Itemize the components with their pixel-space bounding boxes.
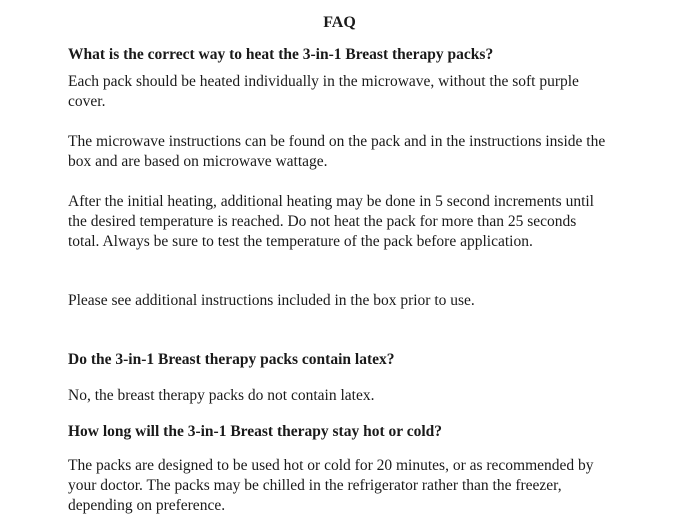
faq-answer-heating-2: The microwave instructions can be found on the pack and in the instructions inside the box and are based on microwave wattage. [68, 133, 606, 170]
faq-answer-latex: No, the breast therapy packs do not contain latex. [68, 387, 375, 404]
faq-answer-heating-4: Please see additional instructions included in the box prior to use. [68, 292, 475, 309]
faq-answer-heating-3: After the initial heating, additional heating may be done in 5 second increments until the desired temperature is reached. Do not heat the pack for more than 25 seconds total. Always be sure to test the temperature of the pack before application. [68, 193, 594, 250]
faq-answer-duration: The packs are designed to be used hot or cold for 20 minutes, or as recommended by your doctor. The packs may be chilled in the refrigerator rather than the freezer, depending on preference. [68, 457, 594, 514]
faq-answer-heating-1: Each pack should be heated individually in the microwave, without the soft purple cover. [68, 73, 579, 110]
faq-question-duration: How long will the 3-in-1 Breast therapy stay hot or cold? [68, 423, 443, 440]
page-title: FAQ [323, 14, 356, 31]
faq-question-latex: Do the 3-in-1 Breast therapy packs contain latex? [68, 351, 395, 368]
faq-question-heating: What is the correct way to heat the 3-in-1 Breast therapy packs? [68, 46, 494, 63]
